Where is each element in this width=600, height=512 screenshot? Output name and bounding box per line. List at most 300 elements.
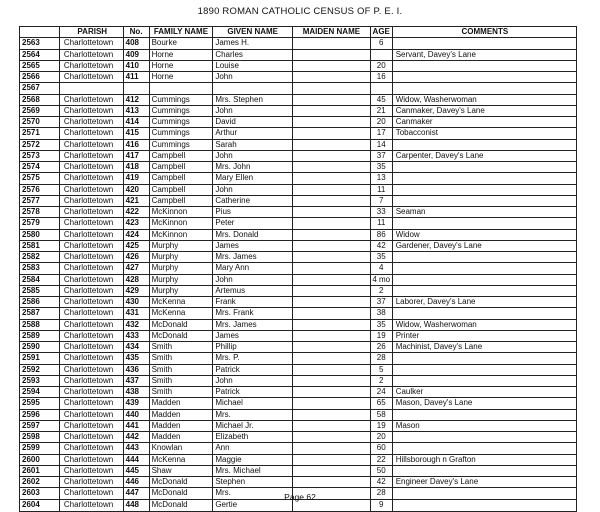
- parish-cell: Charlottetown: [60, 72, 124, 82]
- comments-cell: [393, 38, 576, 48]
- comments-cell: [393, 162, 576, 172]
- number-cell: 431: [124, 308, 150, 318]
- row-id: 2583: [20, 263, 60, 273]
- comments-cell: [393, 432, 576, 442]
- row-id: 2586: [20, 297, 60, 307]
- age-cell: 2: [371, 286, 393, 296]
- family-name-cell: Murphy: [150, 252, 214, 262]
- given-name-cell: Pius: [213, 207, 293, 217]
- parish-cell: Charlottetown: [60, 196, 124, 206]
- table-row: [20, 128, 576, 139]
- comments-cell: Widow, Washerwoman: [395, 319, 477, 329]
- comments-cell: [393, 218, 576, 228]
- table-row: [20, 421, 576, 432]
- family-name-cell: Horne: [150, 61, 214, 71]
- age-cell: 4: [371, 263, 393, 273]
- parish-cell: Charlottetown: [60, 207, 124, 217]
- maiden-name-cell: [293, 230, 371, 240]
- given-name-cell: Arthur: [213, 128, 293, 138]
- table-row: [20, 410, 576, 421]
- table-row: [20, 117, 576, 128]
- family-name-cell: Smith: [150, 387, 214, 397]
- given-name-cell: Sarah: [213, 140, 293, 150]
- comments-cell: Canmaker, Davey's Lane: [395, 105, 485, 115]
- parish-cell: Charlottetown: [60, 38, 124, 48]
- table-row: [20, 342, 576, 353]
- comments-cell: [393, 140, 576, 150]
- family-name-cell: McDonald: [150, 320, 214, 330]
- maiden-name-cell: [293, 342, 371, 352]
- parish-cell: Charlottetown: [60, 443, 124, 453]
- number-cell: 442: [124, 432, 150, 442]
- parish-cell: Charlottetown: [60, 297, 124, 307]
- given-name-cell: John: [213, 151, 293, 161]
- table-row: [20, 185, 576, 196]
- table-row: [20, 50, 576, 61]
- parish-cell: Charlottetown: [60, 488, 124, 498]
- row-id: 2571: [20, 128, 60, 138]
- row-id: 2580: [20, 230, 60, 240]
- family-name-cell: McKinnon: [150, 218, 214, 228]
- maiden-name-cell: [293, 398, 371, 408]
- age-cell: 50: [371, 466, 393, 476]
- given-name-cell: Mrs.: [213, 488, 293, 498]
- table-row: [20, 286, 576, 297]
- table-row: [20, 106, 576, 117]
- given-name-cell: Catherine: [213, 196, 293, 206]
- age-cell: 14: [371, 140, 393, 150]
- row-id: 2577: [20, 196, 60, 206]
- given-name-cell: Charles: [213, 50, 293, 60]
- maiden-name-cell: [293, 207, 371, 217]
- family-name-cell: Madden: [150, 410, 214, 420]
- comments-cell: [393, 72, 576, 82]
- row-id: 2579: [20, 218, 60, 228]
- number-cell: 412: [124, 95, 150, 105]
- comments-cell: Servant, Davey's Lane: [395, 49, 476, 59]
- maiden-name-cell: [293, 308, 371, 318]
- family-name-cell: McKinnon: [150, 207, 214, 217]
- row-id: 2565: [20, 61, 60, 71]
- header-parish: PARISH: [60, 27, 124, 37]
- given-name-cell: John: [213, 376, 293, 386]
- given-name-cell: Frank: [213, 297, 293, 307]
- family-name-cell: Murphy: [150, 241, 214, 251]
- age-cell: 19: [371, 421, 393, 431]
- page-number: Page 62: [284, 492, 316, 502]
- row-id: 2563: [20, 38, 60, 48]
- comments-cell: Widow, Washerwoman: [395, 94, 477, 104]
- maiden-name-cell: [293, 297, 371, 307]
- parish-cell: Charlottetown: [60, 331, 124, 341]
- age-cell: 13: [371, 173, 393, 183]
- comments-cell: [393, 308, 576, 318]
- number-cell: 421: [124, 196, 150, 206]
- row-id: 2566: [20, 72, 60, 82]
- age-cell: 26: [371, 342, 393, 352]
- maiden-name-cell: [293, 50, 371, 60]
- parish-cell: Charlottetown: [60, 61, 124, 71]
- family-name-cell: McKinnon: [150, 230, 214, 240]
- given-name-cell: Mrs. Stephen: [213, 95, 293, 105]
- parish-cell: Charlottetown: [60, 185, 124, 195]
- row-id: 2603: [20, 488, 60, 498]
- age-cell: 22: [371, 455, 393, 465]
- parish-cell: Charlottetown: [60, 263, 124, 273]
- family-name-cell: McKenna: [150, 455, 214, 465]
- comments-cell: Laborer, Davey's Lane: [395, 297, 476, 306]
- age-cell: 9: [371, 500, 393, 511]
- number-cell: 410: [124, 61, 150, 71]
- given-name-cell: Mary Ann: [213, 263, 293, 273]
- age-cell: 17: [371, 128, 393, 138]
- table-row: [20, 477, 576, 488]
- family-name-cell: Madden: [150, 421, 214, 431]
- family-name-cell: Horne: [150, 50, 214, 60]
- age-cell: 11: [371, 185, 393, 195]
- row-id: 2602: [20, 477, 60, 487]
- row-id: 2572: [20, 140, 60, 150]
- age-cell: 35: [371, 162, 393, 172]
- comments-cell: [393, 286, 576, 296]
- number-cell: 415: [124, 128, 150, 138]
- number-cell: 447: [124, 488, 150, 498]
- age-cell: 20: [371, 61, 393, 71]
- comments-cell: [393, 263, 576, 273]
- row-id: 2597: [20, 421, 60, 431]
- given-name-cell: Mary Ellen: [213, 173, 293, 183]
- age-cell: 2: [371, 376, 393, 386]
- age-cell: 60: [371, 443, 393, 453]
- number-cell: 443: [124, 443, 150, 453]
- given-name-cell: Patrick: [213, 365, 293, 375]
- family-name-cell: Madden: [150, 432, 214, 442]
- given-name-cell: Mrs. John: [213, 162, 293, 172]
- number-cell: 413: [124, 106, 150, 116]
- given-name-cell: Mrs. Michael: [213, 466, 293, 476]
- parish-cell: [60, 83, 124, 93]
- given-name-cell: James H.: [213, 38, 293, 48]
- family-name-cell: McKenna: [150, 308, 214, 318]
- number-cell: 446: [124, 477, 150, 487]
- maiden-name-cell: [293, 286, 371, 296]
- header-family-name: FAMILY NAME: [150, 27, 214, 37]
- row-id: 2570: [20, 117, 60, 127]
- number-cell: 435: [124, 353, 150, 363]
- table-row: [20, 353, 576, 364]
- age-cell: 28: [371, 488, 393, 498]
- comments-cell: [393, 196, 576, 206]
- parish-cell: Charlottetown: [60, 308, 124, 318]
- table-row: [20, 297, 576, 308]
- number-cell: 430: [124, 297, 150, 307]
- family-name-cell: Knowlan: [150, 443, 214, 453]
- comments-cell: Gardener, Davey's Lane: [395, 240, 482, 250]
- row-id: 2584: [20, 275, 60, 285]
- maiden-name-cell: [293, 263, 371, 273]
- given-name-cell: Ann: [213, 443, 293, 453]
- age-cell: 45: [371, 95, 393, 105]
- table-row: [20, 72, 576, 83]
- comments-cell: Widow: [395, 229, 420, 239]
- number-cell: 414: [124, 117, 150, 127]
- family-name-cell: Cummings: [150, 95, 214, 105]
- given-name-cell: John: [213, 275, 293, 285]
- given-name-cell: Gertie: [213, 500, 293, 511]
- header-no: No.: [124, 27, 150, 37]
- number-cell: 436: [124, 365, 150, 375]
- parish-cell: Charlottetown: [60, 398, 124, 408]
- age-cell: 65: [371, 398, 393, 408]
- number-cell: 424: [124, 230, 150, 240]
- family-name-cell: Campbell: [150, 196, 214, 206]
- age-cell: 7: [371, 196, 393, 206]
- parish-cell: Charlottetown: [60, 151, 124, 161]
- table-row: [20, 95, 576, 106]
- age-cell: 42: [371, 241, 393, 251]
- number-cell: 425: [124, 241, 150, 251]
- table-row: [20, 275, 576, 286]
- number-cell: 429: [124, 286, 150, 296]
- parish-cell: Charlottetown: [60, 162, 124, 172]
- comments-cell: [393, 376, 576, 386]
- parish-cell: Charlottetown: [60, 410, 124, 420]
- table-row: [20, 218, 576, 229]
- maiden-name-cell: [293, 275, 371, 285]
- row-id: 2593: [20, 376, 60, 386]
- comments-cell: [393, 61, 576, 71]
- table-row: [20, 196, 576, 207]
- parish-cell: Charlottetown: [60, 466, 124, 476]
- age-cell: [371, 50, 393, 60]
- maiden-name-cell: [293, 218, 371, 228]
- number-cell: 423: [124, 218, 150, 228]
- table-row: [20, 173, 576, 184]
- table-row: [20, 241, 576, 252]
- parish-cell: Charlottetown: [60, 353, 124, 363]
- parish-cell: Charlottetown: [60, 106, 124, 116]
- row-id: 2599: [20, 443, 60, 453]
- maiden-name-cell: [293, 320, 371, 330]
- maiden-name-cell: [293, 410, 371, 420]
- given-name-cell: Mrs. Frank: [213, 308, 293, 318]
- maiden-name-cell: [293, 151, 371, 161]
- comments-cell: Hillsborough n Grafton: [395, 454, 476, 464]
- maiden-name-cell: [293, 443, 371, 453]
- comments-cell: [393, 173, 576, 183]
- number-cell: 440: [124, 410, 150, 420]
- comments-cell: Caulker: [395, 387, 424, 396]
- number-cell: 411: [124, 72, 150, 82]
- number-cell: 426: [124, 252, 150, 262]
- given-name-cell: Elizabeth: [213, 432, 293, 442]
- parish-cell: Charlottetown: [60, 275, 124, 285]
- row-id: 2574: [20, 162, 60, 172]
- parish-cell: Charlottetown: [60, 365, 124, 375]
- maiden-name-cell: [293, 387, 371, 397]
- table-row: [20, 162, 576, 173]
- table-row: [20, 61, 576, 72]
- age-cell: 33: [371, 207, 393, 217]
- maiden-name-cell: [293, 455, 371, 465]
- table-row: [20, 365, 576, 376]
- maiden-name-cell: [293, 432, 371, 442]
- parish-cell: Charlottetown: [60, 241, 124, 251]
- number-cell: 417: [124, 151, 150, 161]
- row-id: 2564: [20, 50, 60, 60]
- age-cell: 4 mo: [371, 275, 393, 285]
- table-row: [20, 398, 576, 409]
- header-given-name: GIVEN NAME: [213, 27, 293, 37]
- number-cell: 428: [124, 275, 150, 285]
- family-name-cell: McDonald: [150, 500, 214, 511]
- age-cell: 37: [371, 151, 393, 161]
- given-name-cell: Stephen: [213, 477, 293, 487]
- header-comments: COMMENTS: [461, 27, 509, 36]
- age-cell: 21: [371, 106, 393, 116]
- number-cell: 427: [124, 263, 150, 273]
- row-id: 2587: [20, 308, 60, 318]
- comments-cell: [393, 365, 576, 375]
- family-name-cell: [150, 83, 214, 93]
- maiden-name-cell: [293, 83, 371, 93]
- age-cell: 35: [371, 320, 393, 330]
- parish-cell: Charlottetown: [60, 95, 124, 105]
- number-cell: 409: [124, 50, 150, 60]
- table-row: [20, 207, 576, 218]
- row-id: 2588: [20, 320, 60, 330]
- age-cell: 86: [371, 230, 393, 240]
- comments-cell: [393, 275, 576, 285]
- row-id: 2601: [20, 466, 60, 476]
- given-name-cell: Mrs.: [213, 410, 293, 420]
- table-row: [20, 252, 576, 263]
- age-cell: 42: [371, 477, 393, 487]
- parish-cell: Charlottetown: [60, 50, 124, 60]
- parish-cell: Charlottetown: [60, 252, 124, 262]
- table-row: [20, 455, 576, 466]
- family-name-cell: Campbell: [150, 151, 214, 161]
- family-name-cell: Smith: [150, 342, 214, 352]
- maiden-name-cell: [293, 128, 371, 138]
- row-id: 2573: [20, 151, 60, 161]
- table-body: [20, 38, 576, 511]
- row-id: 2581: [20, 241, 60, 251]
- maiden-name-cell: [293, 331, 371, 341]
- table-row: [20, 443, 576, 454]
- header-age: AGE: [371, 27, 393, 37]
- row-id: 2596: [20, 410, 60, 420]
- family-name-cell: McDonald: [150, 488, 214, 498]
- age-cell: 11: [371, 218, 393, 228]
- parish-cell: Charlottetown: [60, 432, 124, 442]
- row-id: 2592: [20, 365, 60, 375]
- family-name-cell: McDonald: [150, 477, 214, 487]
- table-row: [20, 331, 576, 342]
- number-cell: 448: [124, 500, 150, 511]
- comments-cell: Seaman: [395, 207, 426, 216]
- number-cell: 408: [124, 38, 150, 48]
- comments-cell: [393, 185, 576, 195]
- parish-cell: Charlottetown: [60, 342, 124, 352]
- given-name-cell: Peter: [213, 218, 293, 228]
- number-cell: 444: [124, 455, 150, 465]
- family-name-cell: Murphy: [150, 275, 214, 285]
- table-row: [20, 151, 576, 162]
- given-name-cell: David: [213, 117, 293, 127]
- parish-cell: Charlottetown: [60, 173, 124, 183]
- given-name-cell: James: [213, 241, 293, 251]
- family-name-cell: Smith: [150, 353, 214, 363]
- age-cell: 19: [371, 331, 393, 341]
- table-row: [20, 263, 576, 274]
- row-id: 2575: [20, 173, 60, 183]
- parish-cell: Charlottetown: [60, 117, 124, 127]
- row-id: 2582: [20, 252, 60, 262]
- maiden-name-cell: [293, 38, 371, 48]
- comments-cell: Engineer Davey's Lane: [395, 477, 479, 486]
- given-name-cell: Mrs. P.: [213, 353, 293, 363]
- row-id: 2604: [20, 500, 60, 511]
- given-name-cell: Michael: [213, 398, 293, 408]
- parish-cell: Charlottetown: [60, 477, 124, 487]
- parish-cell: Charlottetown: [60, 320, 124, 330]
- family-name-cell: Murphy: [150, 286, 214, 296]
- given-name-cell: Patrick: [213, 387, 293, 397]
- family-name-cell: Campbell: [150, 185, 214, 195]
- age-cell: 37: [371, 297, 393, 307]
- comments-cell: Machinist, Davey's Lane: [395, 342, 483, 351]
- age-cell: 38: [371, 308, 393, 318]
- row-id: 2590: [20, 342, 60, 352]
- parish-cell: Charlottetown: [60, 286, 124, 296]
- row-id: 2600: [20, 455, 60, 465]
- age-cell: 16: [371, 72, 393, 82]
- maiden-name-cell: [293, 477, 371, 487]
- age-cell: 20: [371, 117, 393, 127]
- number-cell: 441: [124, 421, 150, 431]
- given-name-cell: Mrs. Donald: [213, 230, 293, 240]
- comments-cell: [393, 252, 576, 262]
- given-name-cell: Phillip: [213, 342, 293, 352]
- maiden-name-cell: [293, 353, 371, 363]
- family-name-cell: Cummings: [150, 128, 214, 138]
- family-name-cell: Campbell: [150, 162, 214, 172]
- header-maiden-name: MAIDEN NAME: [293, 27, 371, 37]
- family-name-cell: Bourke: [150, 38, 214, 48]
- family-name-cell: Cummings: [150, 117, 214, 127]
- table-header-row: [20, 27, 576, 38]
- family-name-cell: McKenna: [150, 297, 214, 307]
- maiden-name-cell: [293, 61, 371, 71]
- table-row: [20, 432, 576, 443]
- number-cell: 422: [124, 207, 150, 217]
- maiden-name-cell: [293, 365, 371, 375]
- age-cell: 20: [371, 432, 393, 442]
- maiden-name-cell: [293, 241, 371, 251]
- number-cell: [124, 83, 150, 93]
- row-id: 2578: [20, 207, 60, 217]
- page-title: 1890 ROMAN CATHOLIC CENSUS OF P. E. I.: [197, 6, 403, 17]
- table-row: [20, 83, 576, 94]
- given-name-cell: Michael Jr.: [213, 421, 293, 431]
- number-cell: 437: [124, 376, 150, 386]
- table-row: [20, 320, 576, 331]
- row-id: 2585: [20, 286, 60, 296]
- given-name-cell: Mrs. James: [213, 252, 293, 262]
- comments-cell: [393, 83, 576, 93]
- parish-cell: Charlottetown: [60, 376, 124, 386]
